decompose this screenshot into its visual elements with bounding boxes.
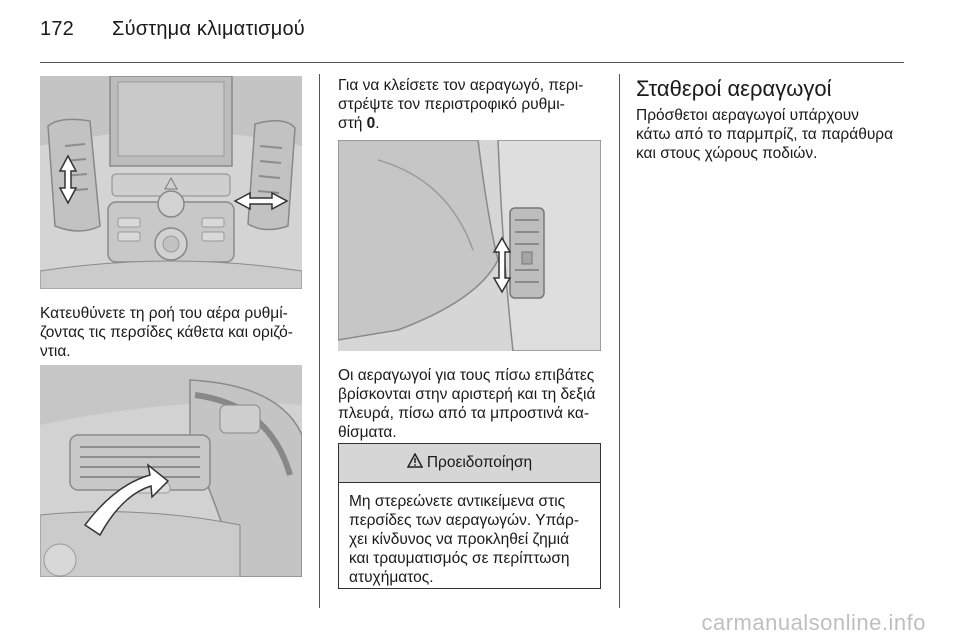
col1-paragraph-1 (40, 304, 312, 361)
section-title: Σταθεροί αεραγωγοί (636, 76, 832, 101)
text-fragment: στή (338, 115, 367, 132)
header-divider (40, 62, 904, 63)
text-line: ατυχήματος. (349, 569, 434, 586)
text-line: θίσματα. (338, 424, 397, 441)
side-vent-illustration (40, 365, 302, 577)
text-line: και τραυματισμός σε περίπτωση (349, 550, 570, 567)
rotary-position-label: 0 (366, 115, 376, 132)
column-divider-2 (619, 74, 620, 608)
warning-box (338, 443, 601, 589)
warning-title: Προειδοποίηση (426, 454, 533, 471)
page-title: Σύστημα κλιματισμού (112, 18, 305, 40)
column-divider-1 (319, 74, 320, 608)
text-line: πλευρά, πίσω από τα μπροστινά κα- (338, 405, 589, 422)
text-fragment: . (375, 115, 380, 132)
page-number: 172 (40, 18, 74, 40)
text-line (338, 114, 610, 133)
col2-paragraph-2 (338, 366, 613, 442)
warning-triangle-icon (407, 453, 423, 473)
text-line: και στους χώρους ποδιών. (636, 145, 818, 162)
text-line: Για να κλείσετε τον αεραγωγό, περι- (338, 77, 584, 94)
text-line: χει κίνδυνος να προκληθεί ζημιά (349, 531, 570, 548)
text-line: Πρόσθετοι αεραγωγοί υπάρχουν (636, 107, 859, 124)
text-line: κάτω από το παρμπρίζ, τα παράθυρα (636, 126, 894, 143)
warning-header (339, 444, 600, 483)
warning-body (339, 483, 600, 596)
rear-vent-illustration (338, 140, 601, 351)
text-line: ζοντας τις περσίδες κάθετα και οριζό- (40, 324, 293, 341)
col2-paragraph-1 (338, 76, 610, 133)
text-line: ντια. (40, 343, 71, 360)
text-line: Οι αεραγωγοί για τους πίσω επιβάτες (338, 367, 595, 384)
text-line: στρέψτε τον περιστροφικό ρυθμι- (338, 96, 565, 113)
text-line: περσίδες των αεραγωγών. Υπάρ- (349, 512, 579, 529)
watermark: carmanualsonline.info (701, 610, 926, 635)
text-line: βρίσκονται στην αριστερή και τη δεξιά (338, 386, 596, 403)
page-header (40, 18, 305, 41)
text-line: Κατευθύνετε τη ροή του αέρα ρυθμί- (40, 305, 288, 322)
col3-paragraph-1 (636, 106, 926, 163)
dashboard-vents-illustration (40, 76, 302, 289)
text-line: Μη στερεώνετε αντικείμενα στις (349, 493, 566, 510)
